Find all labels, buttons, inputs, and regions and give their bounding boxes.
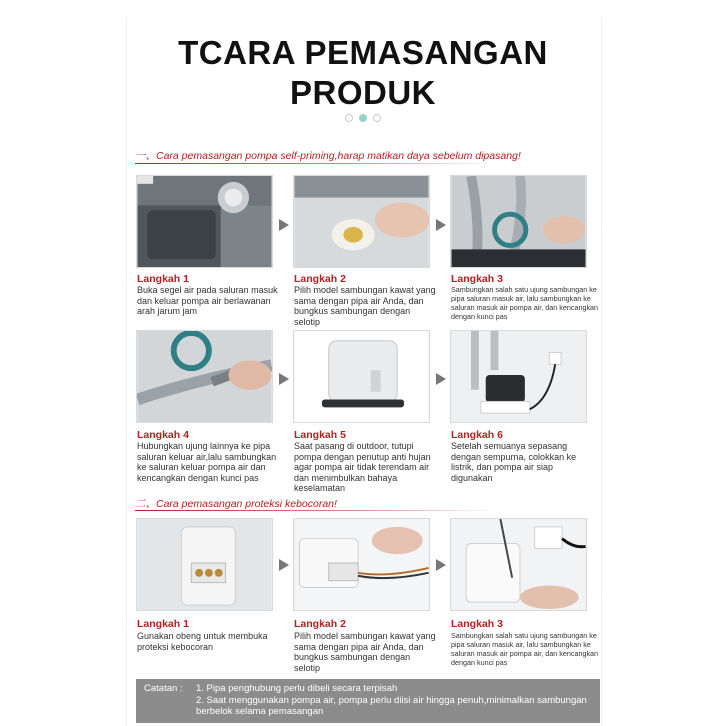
note-line-1: 1. Pipa penghubung perlu dibeli secara terpisah [196, 683, 398, 694]
page-title-line1: TCARA PEMASANGAN [178, 34, 548, 71]
photo-step3-pipe [450, 175, 587, 268]
carousel-dot-3[interactable] [373, 114, 381, 122]
photo-leak-step2-wiring [293, 518, 430, 611]
step-label: Langkah 4 [137, 429, 189, 441]
step-label: Langkah 6 [451, 429, 503, 441]
step-description: Hubungkan ujung lainnya ke pipa saluran keluar air,lalu sambungkan ke saluran keluar pompa air dan kencangkan dengan kunci pas [137, 441, 277, 483]
section-divider [135, 510, 497, 511]
photo-step2-connector [293, 175, 430, 268]
step-description: Pilih model sambungan kawat yang sama dengan pipa air Anda, dan bungkus sambungan dengan selotip [294, 631, 436, 673]
step-label: Langkah 1 [137, 618, 189, 630]
photo-step1-pump-seal [136, 175, 273, 268]
carousel-dot-1[interactable] [345, 114, 353, 122]
arrow-right-icon [436, 219, 446, 231]
step-description: Setelah semuanya sepasang dengan sempurna, colokkan ke listrik, dan pompa air siap digunakan [451, 441, 577, 483]
arrow-right-icon [436, 373, 446, 385]
step-label: Langkah 2 [294, 273, 346, 285]
notes-text [196, 683, 596, 718]
notes-box [136, 679, 600, 723]
step-description: Saat pasang di outdoor, tutupi pompa dengan penutup anti hujan agar pompa air tidak terendam air dan menimbulkan bahaya keselamatan [294, 441, 431, 493]
step-label: Langkah 1 [137, 273, 189, 285]
photo-leak-step1-screwdriver [136, 518, 273, 611]
step-description: Buka segel air pada saluran masuk dan keluar pompa air berlawanan arah jarum jam [137, 285, 278, 316]
step-description: Sambungkan salah satu ujung sambungan ke pipa saluran masuk air, lalu sambungkan ke saluran masuk air pompa air, dan kencangkan dengan kunci pas [451, 285, 599, 321]
photo-leak-step3-closing [450, 518, 587, 611]
step-description: Gunakan obeng untuk membuka proteksi kebocoran [137, 631, 268, 652]
step-label: Langkah 2 [294, 618, 346, 630]
notes-label: Catatan : [144, 683, 183, 694]
carousel-dots [0, 114, 726, 122]
note-line-2: 2. Saat menggunakan pompa air, pompa perlu diisi air hingga penuh,minimalkan sambungan berbelok selama pemasangan [196, 694, 587, 717]
photo-step5-rain-cover [293, 330, 430, 423]
section-heading-leakage: 二、Cara pemasangan proteksi kebocoran! [135, 498, 337, 510]
step-label: Langkah 3 [451, 618, 503, 630]
section-heading-pump: 一、Cara pemasangan pompa self-priming,harap matikan daya sebelum dipasang! [135, 150, 521, 162]
arrow-right-icon [436, 559, 446, 571]
step-description: Pilih model sambungan kawat yang sama dengan pipa air Anda, dan bungkus sambungan dengan selotip [294, 285, 436, 327]
arrow-right-icon [279, 219, 289, 231]
section-divider [135, 163, 497, 164]
step-description: Sambungkan salah satu ujung sambungan ke pipa saluran masuk air, lalu sambungkan ke saluran masuk air pompa air, dan kencangkan dengan kunci pas [451, 631, 599, 667]
page-title-line2: PRODUK [289, 74, 436, 111]
step-label: Langkah 5 [294, 429, 346, 441]
carousel-dot-2[interactable] [359, 114, 367, 122]
photo-step6-installed-pump [450, 330, 587, 423]
photo-step4-wrench [136, 330, 273, 423]
step-label: Langkah 3 [451, 273, 503, 285]
arrow-right-icon [279, 373, 289, 385]
arrow-right-icon [279, 559, 289, 571]
